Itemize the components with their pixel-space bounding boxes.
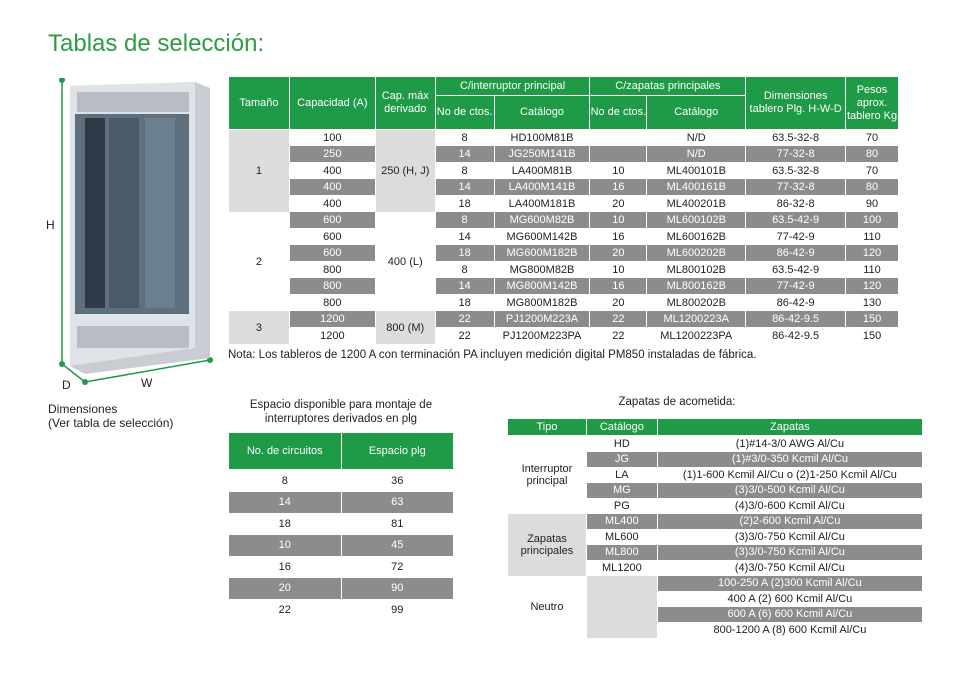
- header-c-interruptor: C/interruptor principal: [435, 77, 590, 96]
- catalog-cell: MG: [586, 483, 657, 499]
- zapatas-cell: 800-1200 A (8) 600 Kcmil Al/Cu: [657, 622, 922, 638]
- acom-header-catalogo: Catálogo: [586, 419, 657, 436]
- space-cell: 90: [341, 578, 454, 600]
- catalog-cell: ML600: [586, 529, 657, 545]
- page-title: Tablas de selección:: [48, 30, 265, 57]
- cell-n2: 22: [590, 328, 647, 345]
- space-header-circuitos: No. de circuitos: [229, 433, 342, 470]
- space-cell: 63: [341, 492, 454, 514]
- type-cell: Interruptor principal: [508, 436, 587, 514]
- cell-c1: MG600M82B: [494, 212, 590, 229]
- cell-peso: 110: [846, 262, 899, 279]
- cell-peso: 100: [846, 212, 899, 229]
- circuits-cell: 18: [229, 513, 342, 535]
- cell-dim: 63.5-42-9: [746, 262, 846, 279]
- cell-n1: 18: [435, 245, 494, 262]
- space-cell: 72: [341, 556, 454, 578]
- cell-peso: 150: [846, 328, 899, 345]
- space-header-espacio: Espacio plg: [341, 433, 454, 470]
- cell-n1: 18: [435, 295, 494, 312]
- table-row: [229, 179, 899, 196]
- cell-c2: ML400161B: [647, 179, 746, 196]
- cell-peso: 90: [846, 196, 899, 213]
- cell-c2: ML800102B: [647, 262, 746, 279]
- zapatas-cell: (2)2-600 Kcmil Al/Cu: [657, 514, 922, 530]
- cell-peso: 110: [846, 229, 899, 246]
- zapatas-cell: (1)#3/0-350 Kcmil Al/Cu: [657, 452, 922, 468]
- space-cell: 45: [341, 535, 454, 557]
- cell-peso: 70: [846, 163, 899, 180]
- cell-n1: 22: [435, 328, 494, 345]
- size-cell: 1: [229, 130, 290, 213]
- zapatas-cell: 100-250 A (2)300 Kcmil Al/Cu: [657, 576, 922, 592]
- cell-dim: 86-42-9: [746, 295, 846, 312]
- capacity-cell: 800: [289, 295, 375, 312]
- catalog-cell: PG: [586, 498, 657, 514]
- circuits-cell: 14: [229, 492, 342, 514]
- cell-peso: 120: [846, 245, 899, 262]
- header-pesos: Pesos aprox. tablero Kg: [846, 77, 899, 130]
- acom-row: [508, 576, 923, 592]
- cell-peso: 130: [846, 295, 899, 312]
- cell-n1: 8: [435, 212, 494, 229]
- cell-n2: 20: [590, 196, 647, 213]
- header-catalogo-2: Catálogo: [647, 96, 746, 130]
- width-label: W: [141, 376, 153, 390]
- space-row: [229, 492, 454, 514]
- dimensions-caption-sub: (Ver tabla de selección): [48, 416, 174, 430]
- zapatas-cell: (3)3/0-750 Kcmil Al/Cu: [657, 545, 922, 561]
- header-capacidad: Capacidad (A): [289, 77, 375, 130]
- cell-c1: MG600M142B: [494, 229, 590, 246]
- capmax-cell: 250 (H, J): [375, 130, 435, 213]
- cell-dim: 86-42-9.5: [746, 328, 846, 345]
- cell-n1: 14: [435, 179, 494, 196]
- table-row: [229, 245, 899, 262]
- cell-n1: 14: [435, 229, 494, 246]
- table-row: [229, 212, 899, 229]
- capacity-cell: 400: [289, 196, 375, 213]
- height-label: H: [46, 218, 55, 232]
- cell-dim: 77-32-8: [746, 146, 846, 163]
- catalog-cell: LA: [586, 467, 657, 483]
- capacity-cell: 100: [289, 130, 375, 147]
- capacity-cell: 250: [289, 146, 375, 163]
- acom-header-zapatas: Zapatas: [657, 419, 922, 436]
- cell-c2: N/D: [647, 130, 746, 147]
- circuits-cell: 20: [229, 578, 342, 600]
- cell-c2: ML800202B: [647, 295, 746, 312]
- catalog-cell: ML1200: [586, 560, 657, 576]
- zapatas-cell: 400 A (2) 600 Kcmil Al/Cu: [657, 591, 922, 607]
- capacity-cell: 600: [289, 212, 375, 229]
- cell-n2: 16: [590, 278, 647, 295]
- zapatas-cell: (3)3/0-500 Kcmil Al/Cu: [657, 483, 922, 499]
- size-cell: 2: [229, 212, 290, 311]
- cell-dim: 86-32-8: [746, 196, 846, 213]
- space-row: [229, 470, 454, 492]
- type-cell: Zapatas principales: [508, 514, 587, 576]
- space-row: [229, 599, 454, 621]
- cell-c2: ML600102B: [647, 212, 746, 229]
- header-catalogo-1: Catálogo: [494, 96, 590, 130]
- capacity-cell: 1200: [289, 311, 375, 328]
- header-noctos-1: No de ctos.: [435, 96, 494, 130]
- acometida-table: [507, 418, 923, 638]
- zapatas-cell: (4)3/0-750 Kcmil Al/Cu: [657, 560, 922, 576]
- depth-label: D: [62, 378, 71, 392]
- catalog-cell: HD: [586, 436, 657, 452]
- cell-c2: ML1200223PA: [647, 328, 746, 345]
- panel-illustration: [45, 78, 220, 388]
- cell-dim: 63.5-42-9: [746, 212, 846, 229]
- cell-n1: 8: [435, 130, 494, 147]
- cell-dim: 63.5-32-8: [746, 163, 846, 180]
- table-row: [229, 262, 899, 279]
- cell-peso: 80: [846, 179, 899, 196]
- cell-peso: 70: [846, 130, 899, 147]
- header-capmax: Cap. máx derivado: [375, 77, 435, 130]
- cell-n1: 22: [435, 311, 494, 328]
- cell-n2: [590, 130, 647, 147]
- cell-n2: 10: [590, 262, 647, 279]
- space-row: [229, 556, 454, 578]
- space-cell: 36: [341, 470, 454, 492]
- circuits-cell: 8: [229, 470, 342, 492]
- circuits-cell: 16: [229, 556, 342, 578]
- cell-c2: ML400201B: [647, 196, 746, 213]
- capacity-cell: 400: [289, 163, 375, 180]
- header-c-zapatas: C/zapatas principales: [590, 77, 746, 96]
- cell-c2: ML1200223A: [647, 311, 746, 328]
- cell-dim: 77-42-9: [746, 278, 846, 295]
- selection-table: [228, 76, 899, 344]
- capacity-cell: 1200: [289, 328, 375, 345]
- header-noctos-2: No de ctos.: [590, 96, 647, 130]
- table-row: [229, 196, 899, 213]
- space-cell: 81: [341, 513, 454, 535]
- zapatas-cell: (1)#14-3/0 AWG Al/Cu: [657, 436, 922, 452]
- table-row: [229, 229, 899, 246]
- catalog-cell: [586, 576, 657, 638]
- cell-n2: 16: [590, 179, 647, 196]
- table-row: [229, 311, 899, 328]
- cell-n2: [590, 146, 647, 163]
- cell-c1: JG250M141B: [494, 146, 590, 163]
- cell-c1: LA400M81B: [494, 163, 590, 180]
- cell-c1: LA400M141B: [494, 179, 590, 196]
- zapatas-cell: (4)3/0-600 Kcmil Al/Cu: [657, 498, 922, 514]
- catalog-cell: ML400: [586, 514, 657, 530]
- cell-dim: 63.5-32-8: [746, 130, 846, 147]
- table-row: [229, 328, 899, 345]
- cell-peso: 120: [846, 278, 899, 295]
- cell-n2: 22: [590, 311, 647, 328]
- capacity-cell: 800: [289, 262, 375, 279]
- cell-n2: 10: [590, 163, 647, 180]
- space-table: [228, 432, 454, 621]
- table-row: [229, 278, 899, 295]
- capmax-cell: 400 (L): [375, 212, 435, 311]
- cell-c1: MG800M82B: [494, 262, 590, 279]
- space-cell: 99: [341, 599, 454, 621]
- dimensions-caption: Dimensiones: [48, 402, 118, 416]
- capacity-cell: 600: [289, 245, 375, 262]
- cell-c2: ML800162B: [647, 278, 746, 295]
- cell-n2: 10: [590, 212, 647, 229]
- table-row: [229, 146, 899, 163]
- space-row: [229, 578, 454, 600]
- cell-n1: 14: [435, 278, 494, 295]
- catalog-cell: JG: [586, 452, 657, 468]
- zapatas-cell: (3)3/0-750 Kcmil Al/Cu: [657, 529, 922, 545]
- cell-dim: 77-32-8: [746, 179, 846, 196]
- capacity-cell: 800: [289, 278, 375, 295]
- cell-c1: LA400M181B: [494, 196, 590, 213]
- header-dimensiones: Dimensiones tablero Plg. H-W-D: [746, 77, 846, 130]
- cell-c1: PJ1200M223PA: [494, 328, 590, 345]
- cell-dim: 86-42-9: [746, 245, 846, 262]
- cell-c2: ML400101B: [647, 163, 746, 180]
- cell-dim: 86-42-9.5: [746, 311, 846, 328]
- table-row: [229, 295, 899, 312]
- acom-caption: Zapatas de acometida:: [618, 396, 736, 408]
- capacity-cell: 400: [289, 179, 375, 196]
- cell-n2: 20: [590, 295, 647, 312]
- cell-c2: ML600202B: [647, 245, 746, 262]
- cell-peso: 150: [846, 311, 899, 328]
- acom-row: [508, 514, 923, 530]
- catalog-cell: ML800: [586, 545, 657, 561]
- cell-c2: N/D: [647, 146, 746, 163]
- cell-n2: 16: [590, 229, 647, 246]
- header-tamano: Tamaño: [229, 77, 290, 130]
- acom-row: [508, 436, 923, 452]
- cell-n1: 18: [435, 196, 494, 213]
- capmax-cell: 800 (M): [375, 311, 435, 344]
- cell-c2: ML600162B: [647, 229, 746, 246]
- cell-c1: MG600M182B: [494, 245, 590, 262]
- cell-n1: 14: [435, 146, 494, 163]
- circuits-cell: 10: [229, 535, 342, 557]
- zapatas-cell: (1)1-600 Kcmil Al/Cu o (2)1-250 Kcmil Al/Cu: [657, 467, 922, 483]
- table-row: [229, 163, 899, 180]
- cell-n1: 8: [435, 163, 494, 180]
- space-caption: Espacio disponible para montaje de interruptores derivados en plg: [249, 399, 433, 425]
- cell-n1: 8: [435, 262, 494, 279]
- circuits-cell: 22: [229, 599, 342, 621]
- cell-c1: HD100M81B: [494, 130, 590, 147]
- acom-header-tipo: Tipo: [508, 419, 587, 436]
- space-row: [229, 535, 454, 557]
- type-cell: Neutro: [508, 576, 587, 638]
- size-cell: 3: [229, 311, 290, 344]
- space-row: [229, 513, 454, 535]
- cell-n2: 20: [590, 245, 647, 262]
- table-row: [229, 130, 899, 147]
- zapatas-cell: 600 A (6) 600 Kcmil Al/Cu: [657, 607, 922, 623]
- cell-c1: PJ1200M223A: [494, 311, 590, 328]
- cell-peso: 80: [846, 146, 899, 163]
- cell-c1: MG800M142B: [494, 278, 590, 295]
- cell-dim: 77-42-9: [746, 229, 846, 246]
- table-note: Nota: Los tableros de 1200 A con terminación PA incluyen medición digital PM850 instaladas de fábrica.: [228, 349, 757, 361]
- capacity-cell: 600: [289, 229, 375, 246]
- cell-c1: MG800M182B: [494, 295, 590, 312]
